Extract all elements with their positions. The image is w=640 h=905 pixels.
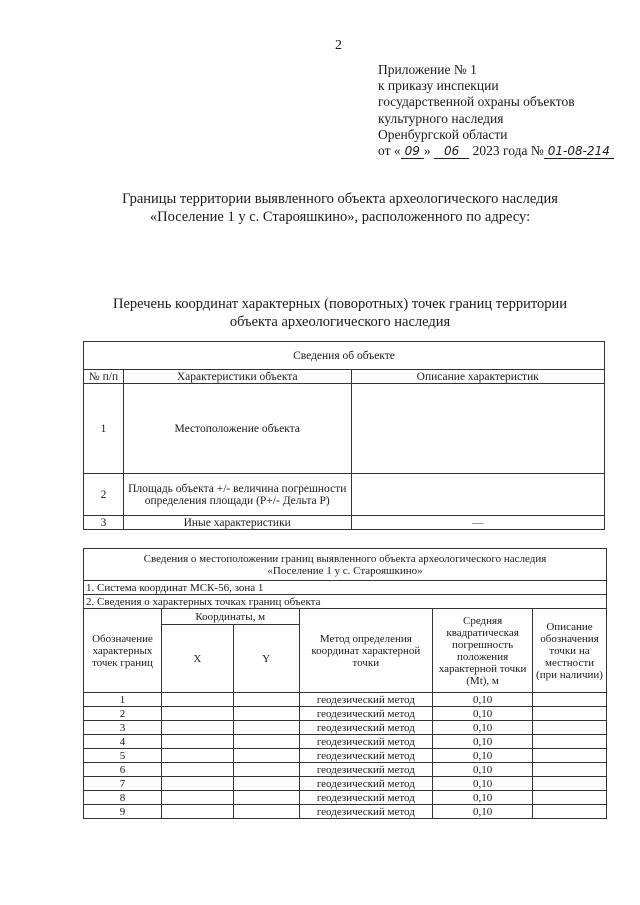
y-coordinate-cell	[233, 707, 299, 721]
row-characteristic: Иные характеристики	[123, 516, 351, 530]
point-description-cell	[533, 805, 607, 819]
header-designation: Обозначение характерных точек границ	[84, 609, 162, 693]
appendix-line-2: к приказу инспекции	[378, 78, 499, 94]
appendix-line-3: государственной охраны объектов	[378, 94, 575, 110]
table-row	[84, 805, 607, 819]
object-table-title: Сведения об объекте	[84, 342, 605, 370]
points-info-row: 2. Сведения о характерных точках границ объекта	[84, 595, 607, 609]
x-coordinate-cell	[161, 735, 233, 749]
order-number: 01-08-214	[544, 144, 614, 159]
method-cell: геодезический метод	[299, 721, 433, 735]
error-cell: 0,10	[433, 707, 533, 721]
method-cell: геодезический метод	[299, 693, 433, 707]
point-number-cell: 7	[84, 777, 162, 791]
y-coordinate-cell	[233, 791, 299, 805]
location-title-line-2: «Поселение 1 у с. Старояшкино»	[267, 564, 423, 577]
y-coordinate-cell	[233, 749, 299, 763]
points-body	[84, 693, 607, 819]
appendix-date-line	[378, 143, 614, 159]
heading-line-1: Границы территории выявленного объекта археологического наследия	[122, 191, 558, 207]
point-number-cell: 4	[84, 735, 162, 749]
header-x: X	[161, 625, 233, 693]
method-cell: геодезический метод	[299, 805, 433, 819]
table-row	[84, 763, 607, 777]
table-row	[84, 707, 607, 721]
point-description-cell	[533, 791, 607, 805]
point-number-cell: 2	[84, 707, 162, 721]
x-coordinate-cell	[161, 721, 233, 735]
row-characteristic: Площадь объекта +/- величина погрешности определения площади (Р+/- Дельта Р)	[123, 474, 351, 516]
list-heading	[50, 295, 630, 331]
location-title-line-1: Сведения о местоположении границ выявленного объекта археологического наследия	[143, 552, 547, 565]
table-row	[84, 777, 607, 791]
page-number: 2	[335, 38, 342, 53]
header-characteristic: Характеристики объекта	[123, 370, 351, 384]
point-number-cell: 1	[84, 693, 162, 707]
point-description-cell	[533, 763, 607, 777]
point-number-cell: 9	[84, 805, 162, 819]
header-error: Средняя квадратическая погрешность положения характерной точки (Mt), м	[433, 609, 533, 693]
y-coordinate-cell	[233, 735, 299, 749]
point-number-cell: 5	[84, 749, 162, 763]
table-row	[84, 384, 605, 474]
list-heading-line-1: Перечень координат характерных (поворотных) точек границ территории	[112, 296, 568, 312]
error-cell: 0,10	[433, 791, 533, 805]
table-row	[84, 721, 607, 735]
date-month: 06	[434, 144, 469, 159]
method-cell: геодезический метод	[299, 777, 433, 791]
object-info-table	[83, 341, 605, 530]
point-description-cell	[533, 693, 607, 707]
point-number-cell: 8	[84, 791, 162, 805]
header-coordinates: Координаты, м	[161, 609, 299, 625]
x-coordinate-cell	[161, 707, 233, 721]
y-coordinate-cell	[233, 777, 299, 791]
row-description	[351, 474, 605, 516]
header-point-description: Описание обозначения точки на местности (при наличии)	[533, 609, 607, 693]
table-row	[84, 749, 607, 763]
point-description-cell	[533, 749, 607, 763]
list-heading-line-2: объекта археологического наследия	[229, 314, 451, 330]
header-y: Y	[233, 625, 299, 693]
y-coordinate-cell	[233, 693, 299, 707]
error-cell: 0,10	[433, 749, 533, 763]
table-row	[84, 791, 607, 805]
error-cell: 0,10	[433, 763, 533, 777]
method-cell: геодезический метод	[299, 791, 433, 805]
x-coordinate-cell	[161, 749, 233, 763]
heading-line-2: «Поселение 1 у с. Старояшкино», расположенного по адресу:	[149, 209, 531, 225]
appendix-line-5: Оренбургской области	[378, 126, 508, 142]
point-description-cell	[533, 777, 607, 791]
date-year: 2023 года №	[472, 143, 544, 159]
error-cell: 0,10	[433, 721, 533, 735]
document-heading	[50, 190, 630, 226]
header-num: № п/п	[84, 370, 124, 384]
error-cell: 0,10	[433, 805, 533, 819]
point-description-cell	[533, 735, 607, 749]
table-row	[84, 693, 607, 707]
appendix-line-1: Приложение № 1	[378, 62, 477, 77]
point-description-cell	[533, 707, 607, 721]
date-prefix: от «	[378, 143, 401, 159]
row-description: —	[351, 516, 605, 530]
y-coordinate-cell	[233, 721, 299, 735]
x-coordinate-cell	[161, 805, 233, 819]
point-description-cell	[533, 721, 607, 735]
location-table	[83, 548, 607, 819]
row-num: 3	[84, 516, 124, 530]
method-cell: геодезический метод	[299, 749, 433, 763]
x-coordinate-cell	[161, 777, 233, 791]
method-cell: геодезический метод	[299, 763, 433, 777]
error-cell: 0,10	[433, 777, 533, 791]
date-mid: »	[423, 143, 431, 159]
y-coordinate-cell	[233, 805, 299, 819]
header-method: Метод определения координат характерной точки	[299, 609, 433, 693]
row-num: 2	[84, 474, 124, 516]
error-cell: 0,10	[433, 735, 533, 749]
error-cell: 0,10	[433, 693, 533, 707]
row-description	[351, 384, 605, 474]
x-coordinate-cell	[161, 763, 233, 777]
date-day: 09	[401, 144, 424, 159]
location-table-title	[84, 549, 607, 581]
point-number-cell: 3	[84, 721, 162, 735]
method-cell: геодезический метод	[299, 707, 433, 721]
x-coordinate-cell	[161, 791, 233, 805]
header-description: Описание характеристик	[351, 370, 605, 384]
row-characteristic: Местоположение объекта	[123, 384, 351, 474]
point-number-cell: 6	[84, 763, 162, 777]
table-row	[84, 474, 605, 516]
row-num: 1	[84, 384, 124, 474]
method-cell: геодезический метод	[299, 735, 433, 749]
x-coordinate-cell	[161, 693, 233, 707]
appendix-block	[378, 62, 614, 159]
table-row	[84, 516, 605, 530]
table-row	[84, 735, 607, 749]
y-coordinate-cell	[233, 763, 299, 777]
coordinate-system-row: 1. Система координат МСК-56, зона 1	[84, 581, 607, 595]
appendix-line-4: культурного наследия	[378, 110, 504, 126]
